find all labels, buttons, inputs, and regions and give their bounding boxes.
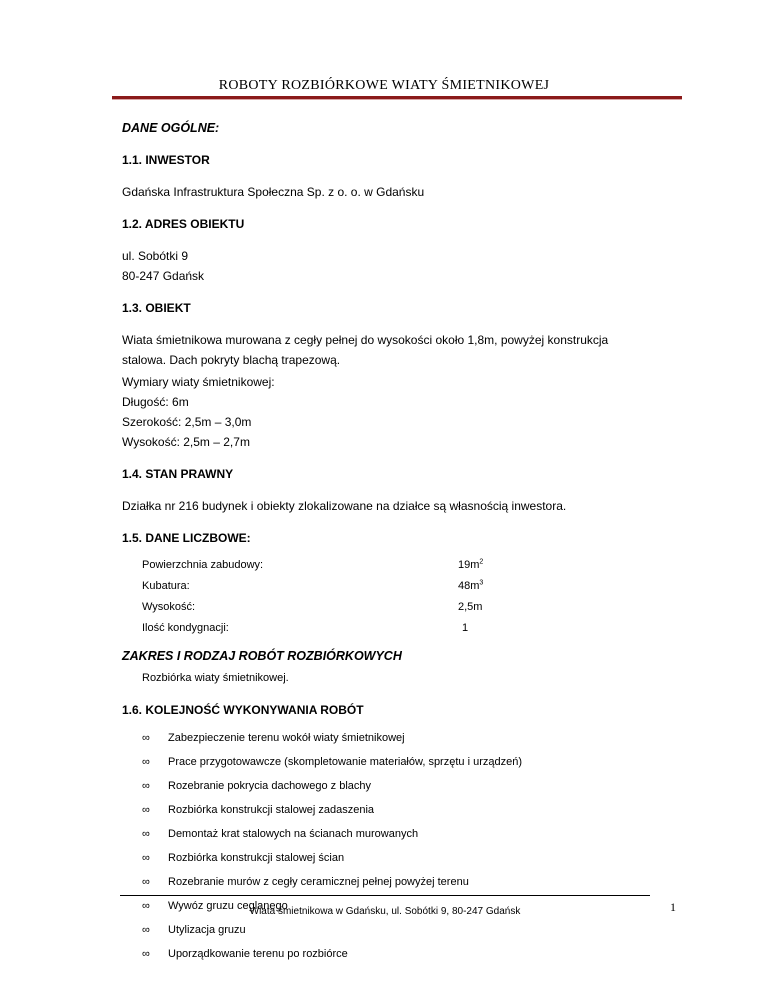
table-row [142, 575, 562, 596]
table-cell-label: Wysokość: [142, 600, 196, 613]
table-row [142, 554, 562, 575]
bullet-icon: ∞ [142, 924, 150, 936]
table-cell-label: Ilość kondygnacji: [142, 621, 229, 634]
bullet-icon: ∞ [142, 732, 150, 744]
list-item-text: Zabezpieczenie terenu wokół wiaty śmietnikowej [168, 732, 405, 744]
address-block [122, 246, 662, 286]
address-city: 80-247 Gdańsk [122, 269, 205, 283]
bullet-icon: ∞ [142, 876, 150, 888]
list-item-text: Uporządkowanie terenu po rozbiórce [168, 948, 348, 960]
address-street: ul. Sobótki 9 [122, 249, 189, 263]
object-length: Długość: 6m [122, 395, 189, 409]
numeric-data-heading: 1.5. DANE LICZBOWE: [122, 531, 251, 545]
work-order-list [122, 726, 662, 966]
list-item [122, 942, 662, 966]
object-width: Szerokość: 2,5m – 3,0m [122, 415, 252, 429]
list-item [122, 870, 662, 894]
list-item-text: Rozbiórka konstrukcji stalowej zadaszenia [168, 804, 375, 816]
legal-status-heading: 1.4. STAN PRAWNY [122, 467, 234, 481]
list-item-text: Rozebranie pokrycia dachowego z blachy [168, 780, 372, 792]
list-item [122, 918, 662, 942]
investor-text: Gdańska Infrastruktura Społeczna Sp. z o. o. w Gdańsku [122, 185, 425, 199]
bullet-icon: ∞ [142, 852, 150, 864]
bullet-icon: ∞ [142, 900, 150, 912]
bullet-icon: ∞ [142, 828, 150, 840]
work-order-heading: 1.6. KOLEJNOŚĆ WYKONYWANIA ROBÓT [122, 703, 364, 717]
document-body [122, 118, 662, 966]
page-number: 1 [670, 900, 676, 914]
object-height: Wysokość: 2,5m – 2,7m [122, 435, 250, 449]
table-cell-value: $19m^2$ [458, 557, 484, 571]
object-description-line1: Wiata śmietnikowa murowana z cegły pełnej do wysokości około 1,8m, powyżej konstrukcja [122, 333, 609, 347]
list-item-text: Wywóz gruzu ceglanego [168, 900, 288, 912]
investor-heading: 1.1. INWESTOR [122, 153, 210, 167]
page-footer-text: Wiata śmietnikowa w Gdańsku, ul. Sobótki 9, 80-247 Gdańsk [249, 906, 521, 917]
scope-text: Rozbiórka wiaty śmietnikowej. [142, 672, 289, 684]
list-item [122, 846, 662, 870]
numeric-data-table [142, 554, 562, 638]
list-item-text: Rozebranie murów z cegły ceramicznej pełnej powyżej terenu [168, 876, 469, 888]
list-item [122, 798, 662, 822]
table-cell-value: $48m^3$ [458, 578, 484, 592]
list-item [122, 822, 662, 846]
list-item [122, 774, 662, 798]
bullet-icon: ∞ [142, 756, 150, 768]
table-cell-label: Kubatura: [142, 579, 190, 592]
page-header-title: ROBOTY ROZBIÓRKOWE WIATY ŚMIETNIKOWEJ [218, 78, 550, 93]
list-item [122, 726, 662, 750]
address-heading: 1.2. ADRES OBIEKTU [122, 217, 245, 231]
object-dimensions-title: Wymiary wiaty śmietnikowej: [122, 375, 275, 389]
table-cell-value: 1 [462, 621, 469, 634]
bullet-icon: ∞ [142, 804, 150, 816]
object-heading: 1.3. OBIEKT [122, 301, 191, 315]
list-item [122, 750, 662, 774]
table-cell-label: Powierzchnia zabudowy: [142, 558, 264, 571]
footer-divider [120, 895, 650, 896]
table-cell-value: 2,5m [458, 600, 483, 613]
legal-status-text: Działka nr 216 budynek i obiekty zlokalizowane na działce są własnością inwestora. [122, 499, 567, 513]
general-data-heading: DANE OGÓLNE: [122, 121, 220, 135]
list-item-text: Demontaż krat stalowych na ścianach murowanych [168, 828, 419, 840]
list-item-text: Prace przygotowawcze (skompletowanie materiałów, sprzętu i urządzeń) [168, 756, 522, 768]
header-divider [112, 96, 682, 100]
bullet-icon: ∞ [142, 948, 150, 960]
table-row [142, 617, 562, 638]
bullet-icon: ∞ [142, 780, 150, 792]
object-block [122, 330, 662, 452]
object-description-line2: stalowa. Dach pokryty blachą trapezową. [122, 353, 341, 367]
table-row [142, 596, 562, 617]
list-item-text: Utylizacja gruzu [168, 924, 246, 936]
scope-heading: ZAKRES I RODZAJ ROBÓT ROZBIÓRKOWYCH [122, 649, 402, 663]
list-item-text: Rozbiórka konstrukcji stalowej ścian [168, 852, 345, 864]
